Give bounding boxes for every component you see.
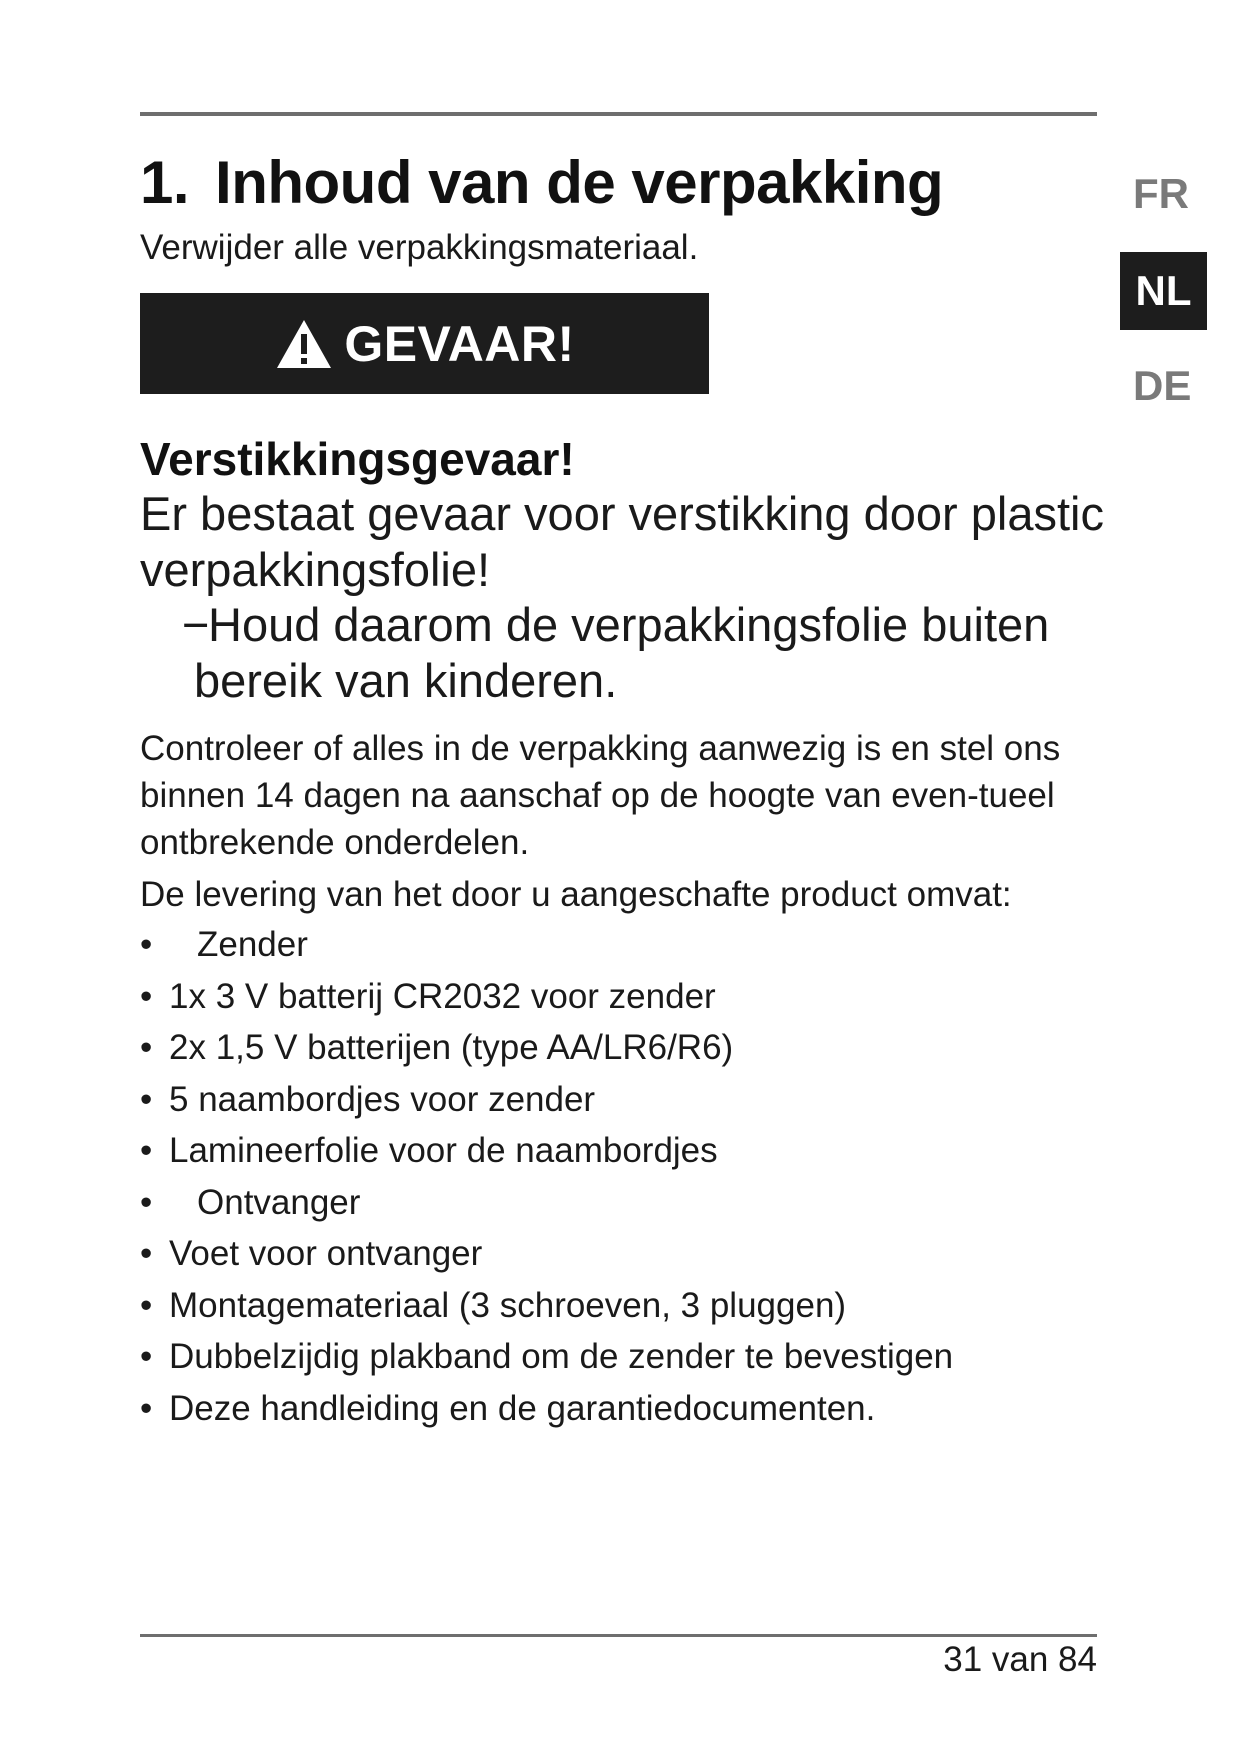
check-paragraph: Controleer of alles in de verpakking aanwezig is en stel ons binnen 14 dagen na aanschaf op de hoogte van even-tueel ontbrekende onderdelen. [140, 729, 1061, 862]
lang-tab-nl-active[interactable]: NL [1120, 252, 1207, 330]
intro-text: Verwijder alle verpakkingsmateriaal. [140, 228, 699, 267]
danger-text: Er bestaat gevaar voor verstikking door plastic verpakkingsfolie! [140, 487, 1104, 596]
delivery-paragraph: De levering van het door u aangeschafte product omvat: [140, 875, 1012, 914]
bottom-rule [140, 1634, 1097, 1637]
danger-label: GEVAAR! [344, 315, 575, 372]
warning-triangle-icon [274, 317, 334, 371]
section-number: 1. [140, 149, 190, 216]
section-heading [140, 148, 943, 217]
danger-banner [140, 293, 709, 394]
action-dash: − [182, 598, 210, 651]
section-title: Inhoud van de verpakking [215, 149, 944, 216]
danger-action-text: Houd daarom de verpakkingsfolie buiten bereik van kinderen. [194, 598, 1050, 707]
page-number: 31 van 84 [943, 1640, 1097, 1679]
danger-subhead: Verstikkingsgevaar! [140, 433, 575, 485]
danger-action [182, 597, 1102, 709]
lang-tab-de[interactable]: DE [1133, 362, 1192, 409]
top-rule [140, 112, 1097, 116]
lang-tab-fr[interactable]: FR [1133, 170, 1189, 217]
